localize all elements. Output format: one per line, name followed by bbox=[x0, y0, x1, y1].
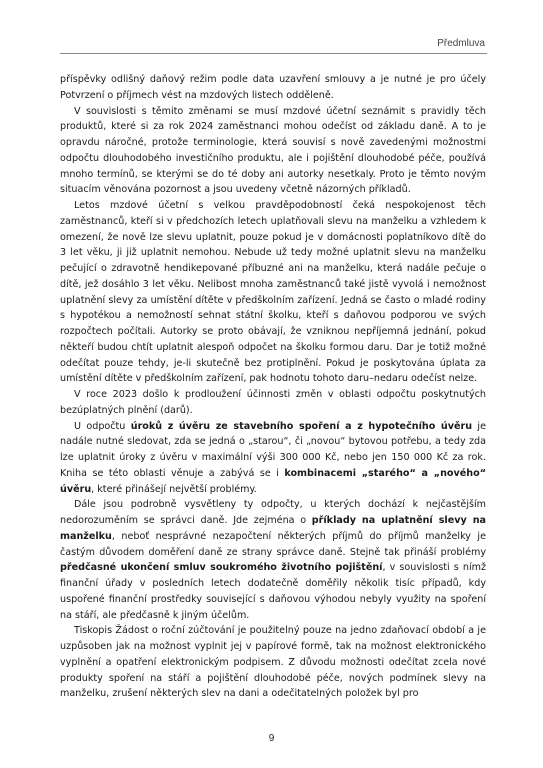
paragraph-gifts: V roce 2023 došlo k prodloužení účinnosti změn v oblasti odpočtu poskytnutých bezúplatných plnění (darů). bbox=[60, 389, 486, 416]
paragraph-spouse-discount: Letos mzdové účetní s velkou pravděpodobností čeká nespokojenost těch zaměstnanců, kteří si v předchozích letech uplatňovali slevu na manželku a vzhledem k omezení, že nově lze slevu uplatnit, pouze pokud je v domácnosti poplatníkovo dítě do 3 let věku, ji již uplatnit nemohou. Nebude už tedy možné uplatnit slevu na manželku pečující o zdravotně hendikepované příbuzné ani na manželku, která nadále pečuje o dítě, jež dosáhlo 3 let věku. Nelibost mnoha zaměstnanců také jistě vyvolá i nemožnost uplatnění slevy za umístění dítěte v předškolním zařízení. Jedná se často o mladé rodiny s hypotékou a nemožností sehnat státní školku, kteří s daňovou podporou ve svých rozpočtech počítali. Autorky se proto obávají, že vzniknou nepříjemná jednání, pokud někteří budou chtít uplatnit alespoň odpočet na školku formou daru. Dar je totiž možné odečítat pouze tehdy, je-li skutečně bez protiplnění. Pokud je poskytována úplata za umístění dítěte v předškolním zařízení, pak hodnotu tohoto daru–nedaru odečíst nelze. bbox=[60, 200, 486, 385]
page-number: 9 bbox=[268, 733, 275, 744]
paragraph-deductions bbox=[60, 497, 486, 623]
text-run: , neboť nesprávné nezapočtení některých příjmů do příjmů manželky je častým důvodem doměření daně ze strany správce daně. Stejně tak přináší problémy bbox=[60, 530, 486, 558]
paragraph-continuation: příspěvky odlišný daňový režim podle data uzavření smlouvy a je nutné je pro účely Potvrzení o příjmech vést na mzdových listech odděleně. bbox=[60, 74, 486, 101]
paragraph-changes: V souvislosti s těmito změnami se musí mzdové účetní seznámit s pravidly těch produktů, které si za rok 2024 zaměstnanci mohou odečíst od základu daně. A to je opravdu náročné, protože terminologie, která souvisí s nově zavedenými možnostmi odpočtu dlouhodobého investičního produktu, ale i pojištění dlouhodobé péče, používá mnoho termínů, se kterými se do té doby ani autorky nesetkaly. Proto je těmto novým situacím věnována pozornost a jsou uvedeny včetně názorných příkladů. bbox=[60, 105, 486, 196]
body-text bbox=[60, 72, 486, 702]
text-run: , v souvislosti s nímž finanční úřady v posledních letech dodatečně doměřily několik tisíc případů, kdy uspořené finanční prostředky související s daňovou výhodou nebyly využity na spoření na stáří, ale předčasně k jiným účelům. bbox=[60, 562, 487, 621]
text-run: , které přinášejí největší problémy. bbox=[91, 483, 257, 495]
running-head: Předmluva bbox=[437, 38, 485, 49]
text-run: U odpočtu bbox=[74, 420, 131, 432]
paragraph-form: Tiskopis Žádost o roční zúčtování je použitelný pouze na jedno zdaňovací období a je uzpůsoben jak na možnost vyplnit jej v papírové formě, tak na možnost elektronického vyplnění a opatření elektronickým podpisem. Z důvodu možnosti odečítat zcela nové produkty spoření na stáří a pojištění dlouhodobé péče, nových podmínek slevy na manželku, zrušení některých slev na dani a odečitatelných položek byl pro bbox=[60, 625, 486, 700]
emphasis-interest: úroků z úvěru ze stavebního spoření a z hypotečního úvěru bbox=[130, 420, 473, 432]
emphasis-combinations: kombinacemi „starého“ a „nového“ úvěru bbox=[60, 467, 486, 495]
text-run: Dále jsou podrobně vysvětleny ty odpočty, u kterých dochází k nejčastějším nedorozuměním se správci daně. Jde zejména o bbox=[60, 499, 486, 526]
header-rule bbox=[60, 53, 487, 54]
text-run: je nadále nutné sledovat, zda se jedná o „starou“, či „novou“ bytovou potřebu, a tedy zda lze uplatnit úroky z úvěru v maximální výši 300 000 Kč, nebo jen 150 000 Kč za rok. Kniha se této oblasti věnuje a zabývá se i bbox=[60, 420, 486, 479]
emphasis-spouse-examples: příklady na uplatnění slevy na manželku bbox=[60, 515, 487, 542]
emphasis-life-insurance: předčasné ukončení smluv soukromého životního pojištění bbox=[60, 562, 383, 574]
paragraph-mortgage-interest bbox=[60, 419, 486, 498]
